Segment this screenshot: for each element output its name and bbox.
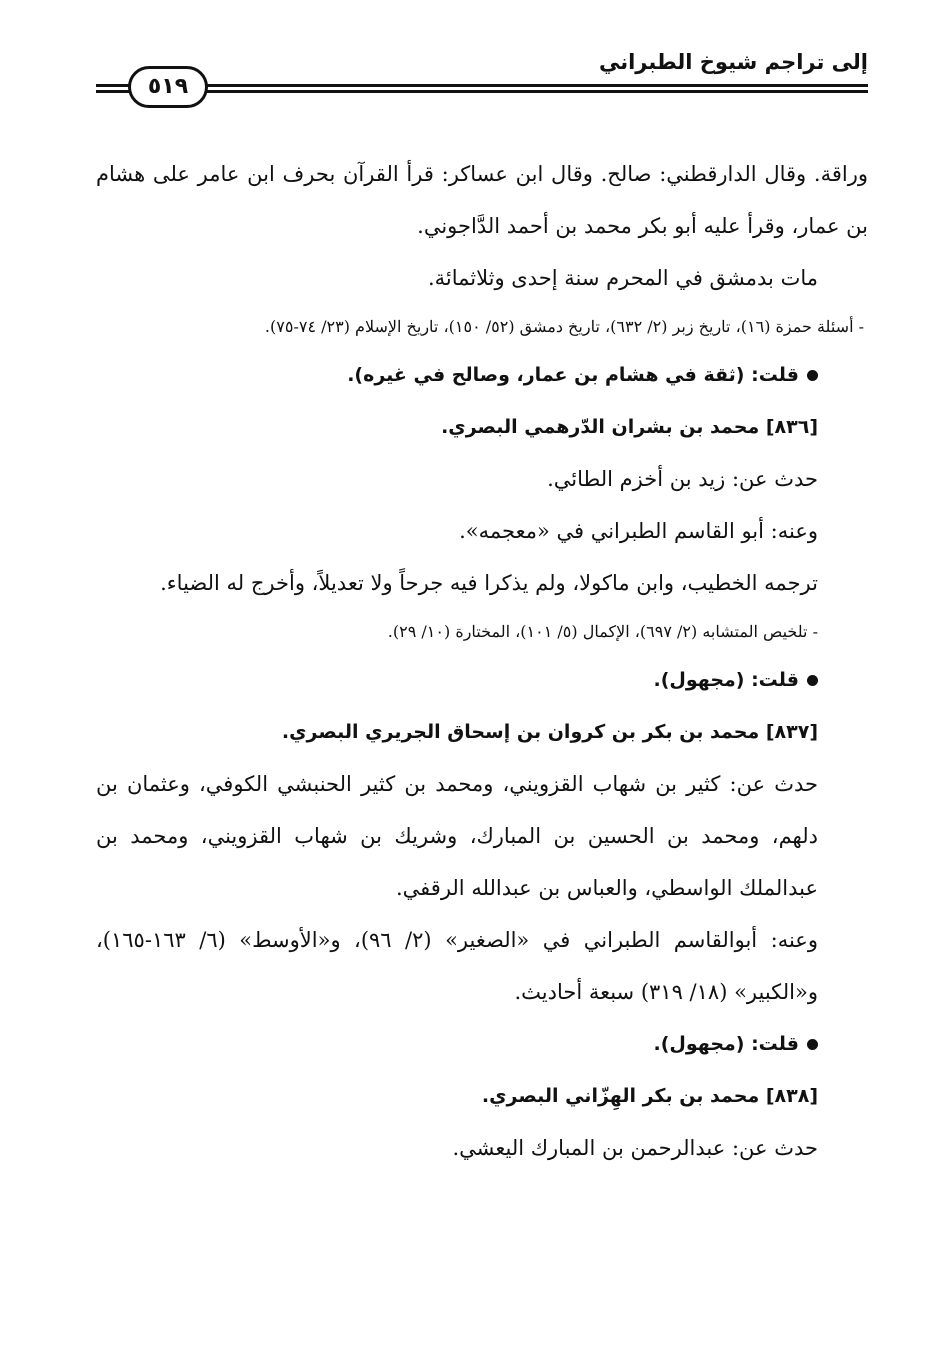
verdict-line: [96, 654, 868, 706]
narrated-by: وعنه: أبوالقاسم الطبراني في «الصغير» (٢/ ٩٦)، و«الأوسط» (٦/ ١٦٣-١٦٥)، و«الكبير» (١٨/ ٣١٩) سبعة أحاديث.: [96, 928, 818, 1004]
verdict-text: قلت: (ثقة في هشام بن عمار، وصالح في غيره).: [347, 364, 799, 386]
running-title: إلى تراجم شيوخ الطبراني: [598, 50, 868, 74]
verdict-text: قلت: (مجهول).: [653, 1033, 799, 1055]
biography-note: ترجمه الخطيب، وابن ماكولا، ولم يذكرا فيه جرحاً ولا تعديلاً، وأخرج له الضياء.: [160, 571, 818, 595]
page-body: [96, 148, 868, 1174]
bullet-icon: [807, 370, 818, 381]
header-double-rule-left: [96, 84, 132, 93]
sources-footnote: - أسئلة حمزة (١٦)، تاريخ زبر (٢/ ٦٣٢)، تاريخ دمشق (٥٢/ ١٥٠)، تاريخ الإسلام (٢٣/ ٧٤-٧٥).: [264, 317, 864, 336]
header-double-rule: [204, 84, 868, 93]
narrated-from: حدث عن: عبدالرحمن بن المبارك اليعشي.: [452, 1136, 818, 1160]
verdict-line: [96, 1018, 868, 1070]
page-header: [96, 40, 868, 110]
verdict-line: [96, 349, 868, 401]
narrated-from: حدث عن: زيد بن أخزم الطائي.: [547, 467, 818, 491]
narrated-by: وعنه: أبو القاسم الطبراني في «معجمه».: [459, 519, 818, 543]
entry-heading: [٨٣٧] محمد بن بكر بن كروان بن إسحاق الجريري البصري.: [281, 721, 818, 743]
body-paragraph: وراقة. وقال الدارقطني: صالح. وقال ابن عساكر: قرأ القرآن بحرف ابن عامر على هشام بن عمار، وقرأ عليه أبو بكر محمد بن أحمد الدَّاجوني.: [96, 162, 868, 238]
sources-footnote: - تلخيص المتشابه (٢/ ٦٩٧)، الإكمال (٥/ ١٠١)، المختارة (١٠/ ٢٩).: [387, 622, 818, 641]
death-note: مات بدمشق في المحرم سنة إحدى وثلاثمائة.: [427, 266, 818, 290]
narrated-from: حدث عن: كثير بن شهاب القزويني، ومحمد بن كثير الحنبشي الكوفي، وعثمان بن دلهم، ومحمد بن الحسين بن المبارك، وشريك بن شهاب القزويني، ومحمد بن عبدالملك الواسطي، والعباس بن عبدالله الرقفي.: [96, 772, 818, 900]
verdict-text: قلت: (مجهول).: [653, 669, 799, 691]
entry-heading: [٨٣٨] محمد بن بكر الهِزّاني البصري.: [481, 1085, 818, 1107]
bullet-icon: [807, 675, 818, 686]
entry-heading: [٨٣٦] محمد بن بشران الدّرهمي البصري.: [441, 416, 818, 438]
page-number: ٥١٩: [128, 66, 208, 108]
bullet-icon: [807, 1039, 818, 1050]
